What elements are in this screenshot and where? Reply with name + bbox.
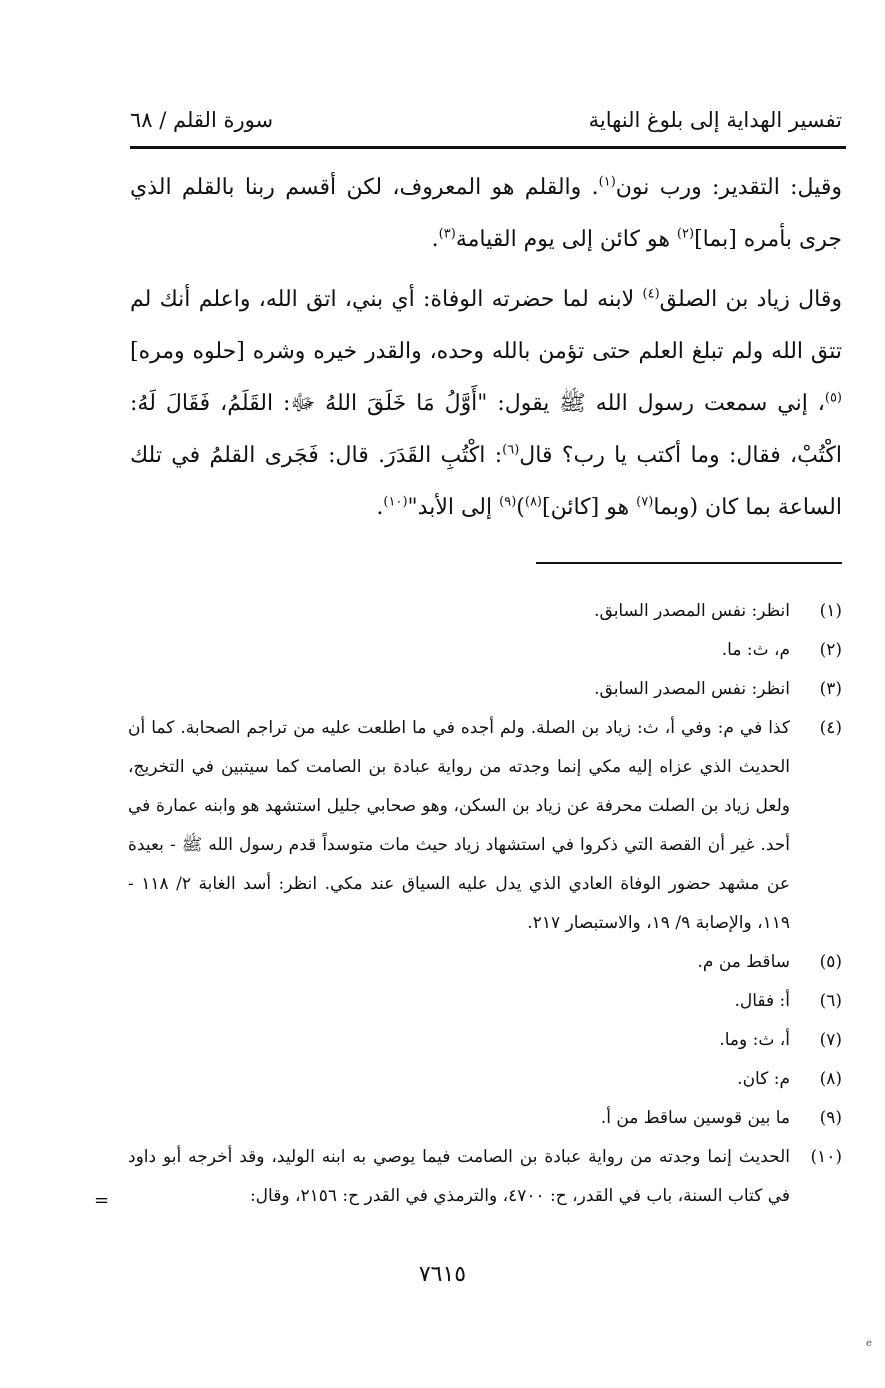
text-run: هو [كائن] <box>542 495 637 520</box>
text-run: وقال زياد بن الصلق <box>659 287 842 312</box>
text-run: وقيل: التقدير: ورب نون <box>615 175 842 200</box>
footnote-ref: (٦) <box>502 442 520 458</box>
footnote-item <box>128 631 842 670</box>
footnote-ref: (٤) <box>642 286 660 302</box>
footnote-ref: (٨) <box>524 494 542 510</box>
footnote-ref: (١) <box>598 174 616 190</box>
footnote-number: (٤) <box>819 718 842 738</box>
text-run: . والقلم هو المعروف، لكن أقسم ربنا بالقلم الذي جرى بأمره [بما] <box>130 175 842 252</box>
header-rule <box>130 146 846 149</box>
book-title: تفسير الهداية إلى بلوغ النهاية <box>588 108 842 132</box>
footnotes <box>128 592 842 1216</box>
footnote-number: (٧) <box>819 1030 842 1050</box>
footnote-item <box>128 982 842 1021</box>
footnote-ref: (١٠) <box>383 494 408 510</box>
footnote-text: كذا في م: وفي أ، ث: زياد بن الصلة. ولم أجده في ما اطلعت عليه من تراجم الصحابة. كما أن الحديث الذي عزاه إليه مكي إنما وجدته من رواية عبادة بن الصامت كما سيتبين في التخريج، ولعل زياد بن الصلت محرفة عن زياد بن السكن، وهو صحابي جليل استشهد هو وابنه عمارة في أحد. غير أن القصة التي ذكروا في استشهاد زياد حيث مات متوسداً قدم رسول الله ﷺ - بعيدة عن مشهد حضور الوفاة العادي الذي يدل عليه السياق عند مكي. انظر: أسد الغابة ٢/ ١١٨ - ١١٩، والإصابة ٩/ ١٩، والاستبصار ٢١٧. <box>128 718 790 933</box>
corner-mark: e <box>866 1338 872 1349</box>
page-number: ٧٦١٥ <box>418 1262 467 1287</box>
text-run: هو كائن إلى يوم القيامة <box>455 227 677 252</box>
paragraph-2 <box>130 274 842 534</box>
footnote-text: انظر: نفس المصدر السابق. <box>594 601 790 621</box>
footnote-number: (٨) <box>819 1069 842 1089</box>
footnote-number: (٣) <box>819 679 842 699</box>
text-run: . <box>431 227 439 252</box>
footnote-number: (١) <box>819 601 842 621</box>
footnote-number: (٩) <box>819 1108 842 1128</box>
footnote-number: (٥) <box>819 952 842 972</box>
footnote-item <box>128 1099 842 1138</box>
footnote-number: (٢) <box>819 640 842 660</box>
text-run: : اكْتُبِ القَدَرَ. قال: فَجَرى القلمُ في تلك الساعة بما كان (وبما <box>130 443 842 520</box>
footnote-text: م: كان. <box>737 1069 790 1089</box>
footnote-item <box>128 1021 842 1060</box>
footnote-item <box>128 709 842 943</box>
paragraph-1 <box>130 162 842 266</box>
text-run: لابنه لما حضرته الوفاة: أي بني، اتق الله، واعلم أنك لم تتق الله ولم تبلغ العلم حتى تؤمن بالله وحده، والقدر خيره وشره [حلوه ومره] <box>130 287 842 364</box>
footnote-text: الحديث إنما وجدته من رواية عبادة بن الصامت فيما يوصي به ابنه الوليد، وقد أخرجه أبو داود في كتاب السنة، باب في القدر، ح: ٤٧٠٠، والترمذي في القدر ح: ٢١٥٦، وقال: <box>128 1147 790 1206</box>
text-run: إلى الأبد" <box>407 495 500 520</box>
text-run: ) <box>516 495 525 520</box>
footnote-item <box>128 1138 842 1216</box>
footnote-ref: (٩) <box>499 494 517 510</box>
footnote-ref: (٢) <box>676 226 695 242</box>
running-header <box>130 102 842 138</box>
footnote-separator <box>536 562 842 564</box>
footnote-ref: (٧) <box>636 494 654 510</box>
footnote-number: (٦) <box>819 991 842 1011</box>
continuation-mark: = <box>94 1190 110 1211</box>
footnote-item <box>128 943 842 982</box>
footnote-item <box>128 1060 842 1099</box>
surah-page-label: سورة القلم / ٦٨ <box>130 108 274 132</box>
footnote-text: انظر: نفس المصدر السابق. <box>594 679 790 699</box>
footnote-text: م، ث: ما. <box>721 640 790 660</box>
footnote-number: (١٠) <box>810 1147 842 1167</box>
footnote-text: أ، ث: وما. <box>719 1030 790 1050</box>
text-run: ، إني سمعت رسول الله ﷺ يقول: "أَوَّلُ مَا خَلَقَ اللهُ ﷻ: القَلَمُ، فَقَالَ لَهُ: اكْتُبْ، فقال: وما أكتب يا رب؟ قال <box>130 391 842 468</box>
text-run: . <box>376 495 384 520</box>
footnote-ref: (٣) <box>438 226 456 242</box>
footnote-text: أ: فقال. <box>734 991 790 1011</box>
footnote-item <box>128 670 842 709</box>
footnote-item <box>128 592 842 631</box>
footnote-text: ما بين قوسين ساقط من أ. <box>600 1108 790 1128</box>
main-text <box>130 162 842 534</box>
footnote-ref: (٥) <box>824 390 842 406</box>
footnote-text: ساقط من م. <box>697 952 790 972</box>
